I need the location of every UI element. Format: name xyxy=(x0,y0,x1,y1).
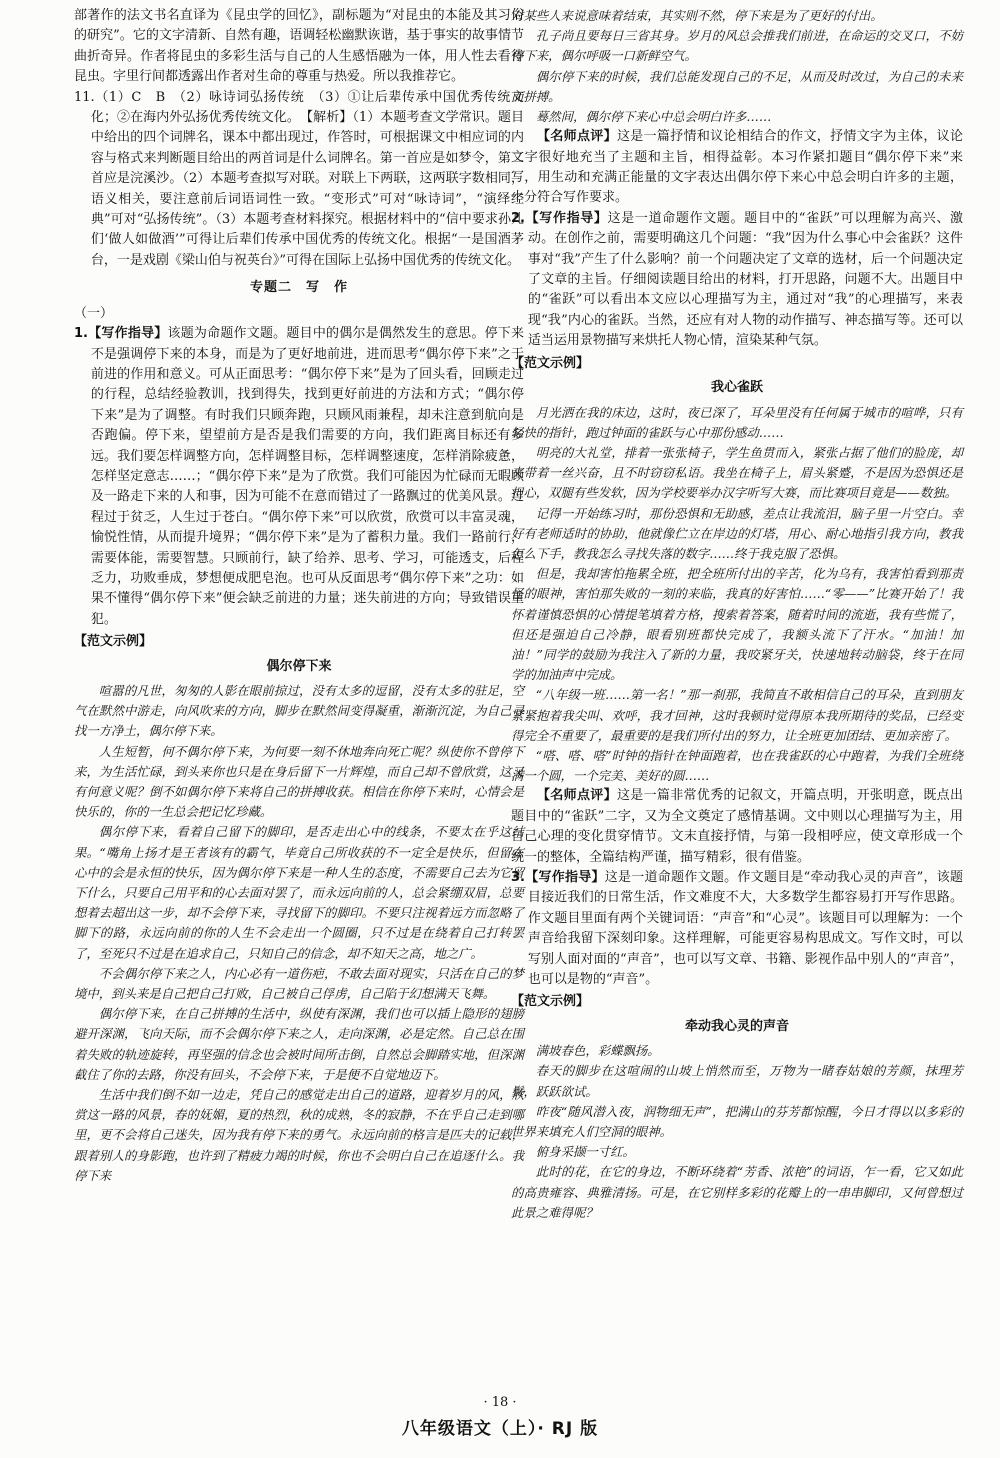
part-label: （一） xyxy=(74,305,114,321)
essay-paragraph: 孔子尚且要每日三省其身。岁月的风总会推我们前进，在命运的交叉口，不妨停下来，偶尔呼吸一口新鲜空气。 xyxy=(511,28,963,64)
comment-1-tag: 【名师点评】 xyxy=(537,129,617,145)
essay-paragraph: 满坡春色，彩蝶飘扬。 xyxy=(535,1043,660,1059)
question-3-text: 这是一道命题作文题。作文题目是“牵动我心灵的声音”，该题目接近我们的日常生活，作文难度不大，大多数学生都容易打开写作思路。作文题目里面有两个关键词语：“声音”和“心灵”。该题目可以理解为：一个声音给我留下深刻印象。这样理解，可能更容易构思成文。写作文时，可以写别人面对面的“声音”，也可以写文章、书籍、影视作品中别人的“声音”，也可以是物的“声音”。 xyxy=(527,869,963,988)
essay-paragraph: “八年级一班……第一名！”那一刹那，我简直不敢相信自己的耳朵，直到朋友紧紧抱着我尖叫、欢呼，我才回神，这时我顿时觉得原本我所期待的奖品，已经变得完全不重要了，最重要的是我们所付出的努力，让全班更加团结、更加亲密了。 xyxy=(511,687,963,743)
essay-paragraph: 生活中我们倒不如一边走，凭自己的感觉走出自己的道路，迎着岁月的风，欣赏这一路的风景，春的妩媚，夏的热烈，秋的成熟，冬的寂静，不在乎自己走到哪里，更不会将自己迷失，因为我有停下来的勇气。永远向前的格言是匹夫的记载，跟着别人的身影跑，也许到了精疲力竭的时候，你也不会明白自己在追逐什么。我停下来 xyxy=(74,1087,524,1183)
essay-1-continued xyxy=(511,6,963,127)
question-1-tag: 1.【写作指导】 xyxy=(74,326,168,342)
question-1-guide xyxy=(74,324,524,630)
essay-3-body xyxy=(511,1041,963,1223)
comment-1 xyxy=(511,127,963,209)
essay-1-body xyxy=(74,681,524,1186)
left-column xyxy=(74,6,524,1186)
essay-paragraph: 不会偶尔停下来之人，内心必有一道伤疤，不敢去面对现实，只活在自己的梦境中，到头来是自己把自己打败，自己被自己俘虏，自己陷于幻想满天飞舞。 xyxy=(74,965,524,1002)
essay-3-title: 牵动我心灵的声音 xyxy=(684,1018,789,1034)
essay-paragraph: 月光洒在我的床边，这时，夜已深了，耳朵里没有任何属于城市的喧哗，只有轻快的指针，跑过钟面的雀跃与心中那份感动…… xyxy=(511,404,963,440)
question-2-guide xyxy=(511,209,963,352)
comment-2-tag: 【名师点评】 xyxy=(537,788,617,804)
essay-paragraph: 此时的花，在它的身边，不断环绕着“芳香、浓艳”的词语，乍一看，它又如此的高贵雍容、典雅清扬。可是，在它别样多彩的花瓣上的一串串脚印，又何曾想过此景之难得呢？ xyxy=(511,1164,963,1220)
question-2-tag: 2.【写作指导】 xyxy=(511,210,608,226)
book-title: 八年级语文（上）· RJ 版 xyxy=(401,1419,599,1439)
essay-paragraph: 喧嚣的凡世，匆匆的人影在眼前掠过，没有太多的逗留，没有太多的驻足，空气在默然中游走，向风吹来的方向，脚步在默然间变得凝重，渐渐沉淀，为自己寻找一方净土，偶尔停下来。 xyxy=(74,683,524,739)
essay-paragraph: 偶尔停下来，看着自己留下的脚印，是否走出心中的线条，不要太在乎这结果。“嘴角上扬才是王者该有的霸气，毕竟自己所收获的不一定全是快乐，但留在心中的会是永恒的快乐，因为偶尔停下来是一种人生的态度，不需要自己去为它留下什么，只要自己用平和的心去面对罢了，而永远向前的人，总会紧绷双眉，总要想着去超出这一步，却不会停下来，寻找留下的脚印。不要只注视着远方而忽略了脚下的路，永远向前的你的人生不会走出一个圆圈，只不过是在绕着自己打转罢了，至死只不过是在追求自己，只知自己的信念，却不知天之高，地之广。 xyxy=(74,824,524,961)
sample-tag: 【范文示例】 xyxy=(511,994,590,1010)
comment-2-text: 这是一篇非常优秀的记叙文，开篇点明，开张明意，既点出题目中的“雀跃”二字，又为全文奠定了感情基调。文中则以心理描写为主，用自己心理的变化贯穿情节。文末直接抒情，与第一段相呼应，使文章形成一个统一的整体，全篇结构严谨，描写精彩，很有借鉴。 xyxy=(511,788,963,865)
sample-tag: 【范文示例】 xyxy=(74,634,153,650)
question-3-guide xyxy=(511,868,963,990)
comment-2 xyxy=(511,786,963,868)
essay-paragraph: 偶尔停下来的时候，我们总能发现自己的不足，从而及时改过，为自己的未来而拼搏。 xyxy=(511,68,963,104)
essay-paragraph: 偶尔停下来，在自己拼搏的生活中，纵使有深渊，我们也可以插上隐形的翅膀避开深渊，飞向天际，而不会偶尔停下来之人，走向深渊，必是定然。自己总在围着失败的轨迹旋转，再坚强的信念也会被时间所击倒，自然总会脚踏实地，但深渊截住了你的去路，你没有回头，不会停下来，于是便不自觉地迈下。 xyxy=(74,1006,524,1082)
essay-paragraph: 但是，我却害怕拖累全班，把全班所付出的辛苦，化为乌有，我害怕看到那责怪的眼神，害怕那失败的一刻的来临，我真的好害怕……“零——”比赛开始了！我怀着谨慎恐惧的心情提笔填着方格，搜索着答案，随着时间的流逝，我有些慌了，但还是强迫自己冷静，眼看别班都快完成了，我额头流下了汗水。“加油！加油！”同学的鼓励为我注入了新的力量，我咬紧牙关，快速地转动脑袋，终于在同学的加油声中完成。 xyxy=(511,566,963,683)
essay-paragraph: 对某些人来说意味着结束，其实则不然，停下来是为了更好的付出。 xyxy=(511,8,883,23)
essay-2-body xyxy=(511,403,963,787)
intro-paragraph: 部著作的法文书名直译为《昆虫学的回忆》，副标题为“对昆虫的本能及其习俗的研究”。它的文字清新、自然有趣，语调轻松幽默诙谐，基于事实的故事情节曲折奇异。作者将昆虫的多彩生活与自己的人生感悟融为一体，用人性去看待昆虫。字里行间都透露出作者对生命的尊重与热爱。所以我推荐它。 xyxy=(74,8,524,85)
essay-1-title: 偶尔停下来 xyxy=(266,658,332,674)
essay-paragraph: 明亮的大礼堂，排着一张张椅子，学生鱼贯而入，紧张占据了他们的脸庞，却夹带着一丝兴奋，且不时窃窃私语。我坐在椅子上，眉头紧蹙，不是因为恐惧还是担心，双腿有些发软，因为学校要举办汉字听写大赛，而比赛项目竟是——数独。 xyxy=(511,444,963,501)
essay-paragraph: “嗒、嗒、嗒”时钟的指针在钟面跑着，也在我雀跃的心中跑着，为我们全班绕满一个圆，一个完美、美好的圆…… xyxy=(511,747,963,784)
essay-paragraph: 春天的脚步在这喧闹的山坡上悄然而至，万物为一睹春姑娘的芳颜，抹理芳鬓，跃跃欲试。 xyxy=(511,1063,963,1099)
essay-paragraph: 记得一开始练习时，那份恐惧和无助感，差点让我流泪，脑子里一片空白。幸好有老师适时的协助，他就像伫立在岸边的灯塔，用心、耐心地指引我方向，教我怎么下手，教我怎么寻找失落的数字……终于我克服了恐惧。 xyxy=(511,505,963,561)
question-2-text: 这是一道命题作文题。题目中的“雀跃”可以理解为高兴、激动。在创作之前，需要明确这几个问题：“我”因为什么事心中会雀跃？这件事对“我”产生了什么影响？前一个问题决定了文章的选材，后一个问题决定了文章的主旨。仔细阅读题目给出的材料，打开思路，问题不大。出题目中的“雀跃”可以看出本文应以心理描写为主，通过对“我”的心理描写，来表现“我”内心的雀跃。当然，还应有对人物的动作描写、神态描写等。还可以适当运用景物描写来烘托人物心情，渲染某种气氛。 xyxy=(527,210,963,349)
section-title: 专题二 写 作 xyxy=(249,280,348,296)
essay-paragraph: 昨夜“随风潜入夜，润物细无声”，把满山的芬芳都惊醒，今日才得以以多彩的世界来填充人们空洞的眼神。 xyxy=(511,1103,963,1140)
question-11-answer: 11.（1）C B （2）咏诗词弘扬传统 （3）①让后辈传承中国优秀传统文化；②在海内外弘扬优秀传统文化。 【解析】（1）本题考查文学常识。题目中给出的四个词牌名，课本中都出现过，作答时，可根据课文中相应词的内容与格式来判断题目给出的两首词是什么词牌名。第一首应是如梦令，第二首应是浣溪沙。（2）本题考查拟写对联。对联上下两联，这两联字数相同，语义相关，要注意前后词语词性一致。“变形式”可对“咏诗词”，“演绎经典”可对“弘扬传统”。（3）本题考查材料探究。根据材料中的“信中要求孙儿们‘做人如做酒’”可得让后辈们传承中国优秀的传统文化。根据“一是国酒茅台，一是戏剧《梁山伯与祝英台》”可得在国际上弘扬中国优秀的传统文化。 xyxy=(74,89,524,268)
sample-tag: 【范文示例】 xyxy=(511,355,590,371)
page-number: · 18 · xyxy=(483,1395,517,1410)
essay-2-title: 我心雀跃 xyxy=(710,380,763,396)
essay-paragraph: 人生短暂，何不偶尔停下来，为何要一刻不休地奔向死亡呢？纵使你不曾停下来，为生活忙碌，到头来你也只是在身后留下一片辉煌，而自己却不曾欣赏，这又有何意义呢？倒不如偶尔停下来将自己的拼搏收获。相信在你停下来时，心情会是快乐的，你的一生总会把记忆珍藏。 xyxy=(74,743,524,820)
question-1-text: 该题为命题作文题。题目中的偶尔是偶然发生的意思。停下来不是强调停下来的本身，而是为了更好地前进，进而思考“偶尔停下来”之于前进的作用和意义。可从正面思考：“偶尔停下来”是为了回头看，回顾走过的行程，总结经验教训，找到得失，找到更好前进的方法和方式；“偶尔停下来”是为了调整。有时我们只顾奔跑，只顾风雨兼程，却未注意到航向是否跑偏。停下来，望望前方是否是我们需要的方向，我们距离目标还有多远。我们要怎样调整方向，怎样调整目标，怎样调整速度，怎样消除疲惫，怎样坚定意志……；“偶尔停下来”是为了欣赏。我们可能因为忙碌而无暇顾及一路走下来的人和事，因为可能不在意而错过了一路飘过的优美风景。过程过于贫乏，人生过于苍白。“偶尔停下来”可以欣赏，欣赏可以丰富灵魂，愉悦性情，从而提升境界；“偶尔停下来”是为了蓄积力量。我们一路前行，需要体能，需要智慧。只顾前行，缺了给养、思考、学习，可能透支，后程乏力，功败垂成，梦想便成肥皂泡。也可从反面思考“偶尔停下来”之功：如果不懂得“偶尔停下来”便会缺乏前进的力量；迷失前进的方向；导致错误重犯。 xyxy=(90,326,524,627)
comment-1-text: 这是一篇抒情和议论相结合的作文，抒情文字为主体，议论文字很好地充当了主题和主旨，相得益彰。本习作紧扣题目“偶尔停下来”来写，用生动和充满正能量的文字表达出偶尔停下来心中总会明白许多的主题，十分符合写作要求。 xyxy=(511,129,963,206)
right-column xyxy=(511,6,963,1223)
essay-paragraph: 俯身采撷一寸红。 xyxy=(535,1144,635,1160)
question-3-tag: 3.【写作指导】 xyxy=(511,869,605,885)
essay-paragraph: 蓦然间，偶尔停下来心中总会明白许多…… xyxy=(535,109,772,125)
